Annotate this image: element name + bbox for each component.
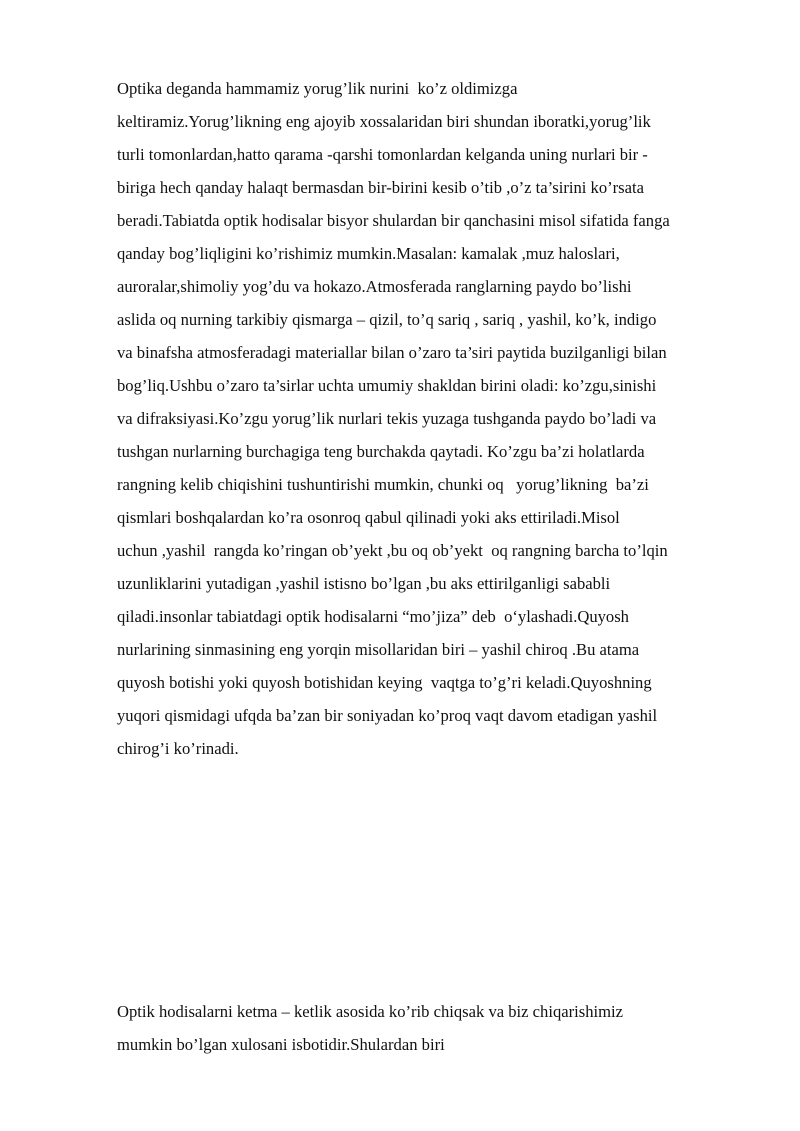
text-line: bog’liq.Ushbu o’zaro ta’sirlar uchta umumiy shakldan birini oladi: ko’zgu,sinishi bbox=[117, 376, 657, 395]
text-line: qiladi.insonlar tabiatdagi optik hodisalarni “mo’jiza” deb o‘ylashadi.Quyosh bbox=[117, 607, 629, 626]
text-line: turli tomonlardan,hatto qarama -qarshi tomonlardan kelganda uning nurlari bir - bbox=[117, 145, 648, 164]
text-line: qanday bog’liqligini ko’rishimiz mumkin.Masalan: kamalak ,muz haloslari, bbox=[117, 244, 620, 263]
text-line: Optik hodisalarni ketma – ketlik asosida ko’rib chiqsak va biz chiqarishimiz bbox=[117, 1002, 623, 1021]
text-line: mumkin bo’lgan xulosani isbotidir.Shulardan biri bbox=[117, 1035, 445, 1054]
text-line: qismlari boshqalardan ko’ra osonroq qabul qilinadi yoki aks ettiriladi.Misol bbox=[117, 508, 620, 527]
text-line: keltiramiz.Yorug’likning eng ajoyib xossalaridan biri shundan iboratki,yorug’lik bbox=[117, 112, 651, 131]
text-line: biriga hech qanday halaqt bermasdan bir-birini kesib o’tib ,o’z ta’sirini ko’rsata bbox=[117, 178, 644, 197]
text-line: chirog’i ko’rinadi. bbox=[117, 739, 239, 758]
text-line: uchun ,yashil rangda ko’ringan ob’yekt ,bu oq ob’yekt oq rangning barcha to’lqin bbox=[117, 541, 668, 560]
text-line: yuqori qismidagi ufqda ba’zan bir soniyadan ko’proq vaqt davom etadigan yashil bbox=[117, 706, 658, 725]
text-line: uzunliklarini yutadigan ,yashil istisno bo’lgan ,bu aks ettirilganligi sababli bbox=[117, 574, 611, 593]
text-line: tushgan nurlarning burchagiga teng burchakda qaytadi. Ko’zgu ba’zi holatlarda bbox=[117, 442, 645, 461]
paragraph-optika bbox=[117, 72, 757, 765]
text-line: va difraksiyasi.Ko’zgu yorug’lik nurlari tekis yuzaga tushganda paydo bo’ladi va bbox=[117, 409, 657, 428]
text-line: va binafsha atmosferadagi materiallar bilan o’zaro ta’siri paytida buzilganligi bilan bbox=[117, 343, 667, 362]
text-line: aslida oq nurning tarkibiy qismarga – qizil, to’q sariq , sariq , yashil, ko’k, indigo bbox=[117, 310, 657, 329]
text-line: Optika deganda hammamiz yorug’lik nurini ko’z oldimizga bbox=[117, 79, 518, 98]
text-line: auroralar,shimoliy yog’du va hokazo.Atmosferada ranglarning paydo bo’lishi bbox=[117, 277, 632, 296]
text-line: nurlarining sinmasining eng yorqin misollaridan biri – yashil chiroq .Bu atama bbox=[117, 640, 640, 659]
paragraph-optik-hodisalar bbox=[117, 995, 757, 1061]
text-line: beradi.Tabiatda optik hodisalar bisyor shulardan bir qanchasini misol sifatida fanga bbox=[117, 211, 670, 230]
text-line: rangning kelib chiqishini tushuntirishi mumkin, chunki oq yorug’likning ba’zi bbox=[117, 475, 649, 494]
text-line: quyosh botishi yoki quyosh botishidan keying vaqtga to’g’ri keladi.Quyoshning bbox=[117, 673, 652, 692]
